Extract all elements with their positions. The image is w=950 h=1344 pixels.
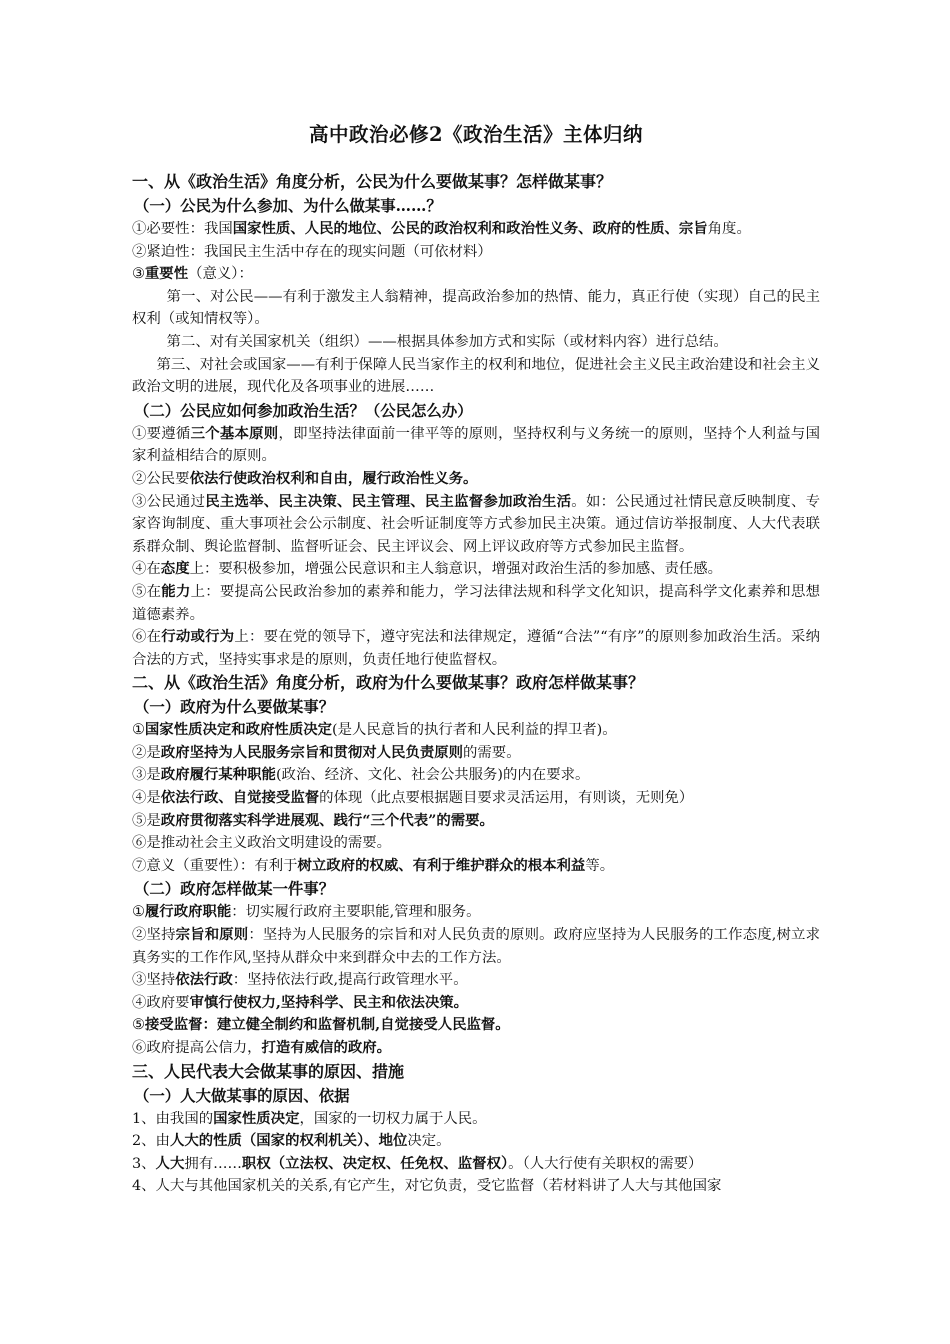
text: ③	[132, 266, 145, 283]
text: 的需要。	[463, 744, 521, 761]
paragraph	[132, 901, 820, 924]
bold-text: 国家性质、人民的地位、公民的政治权利和政治性义务、政府的性质、宗旨	[232, 220, 708, 237]
bold-text: 国家性质决定	[213, 1109, 300, 1127]
text: 。如：公民通过社情民意反映制度、专家咨询制度、重大事项社会公示制度、社会听证制度等方式参加民主决策。通过信访举报制度、人大代表联系群众制、舆论监督制、监督听证会、民主评议会、网上评议政府等方式参加民主监督。	[132, 493, 820, 555]
paragraph	[132, 581, 820, 626]
text: ①必要性：我国	[132, 221, 233, 237]
bold-text: 三个基本原则	[190, 424, 279, 442]
paragraph	[132, 468, 820, 491]
bold-text: 接受监督：建立健全制约和监督机制,自觉接受人民监督。	[144, 1016, 510, 1034]
bold-text: 职权（立法权、决定权、任免权、监督权）	[241, 1154, 509, 1172]
bold-text: 政府贯彻落实科学进展观、践行“三个代表”的需要。	[160, 811, 494, 829]
text: ③是	[132, 767, 161, 784]
paragraph: ⑥是推动社会主义政治文明建设的需要。	[132, 835, 392, 852]
bold-text: 依法行使政治权利和自由，履行政治性义务。	[189, 469, 478, 487]
text: 1、由我国的	[132, 1110, 214, 1127]
section-1-subheading-2: （二）公民应如何参加政治生活？（公民怎么办）	[134, 401, 473, 420]
paragraph	[132, 1130, 820, 1153]
paragraph	[132, 1014, 820, 1037]
text: ②是	[132, 744, 161, 761]
text: ，国家的一切权力属于人民。	[299, 1110, 487, 1127]
bold-text: 政府履行某种职能	[160, 766, 276, 784]
paragraph	[132, 491, 820, 559]
text: ②公民要	[132, 470, 190, 487]
bold-text: 审慎行使权力,坚持科学、民主和依法决策。	[189, 993, 469, 1011]
paragraph	[132, 742, 820, 765]
bold-text: 民主选举、民主决策、民主管理、民主监督参加政治生活	[205, 492, 572, 510]
text: ①	[132, 904, 145, 921]
bold-text: 重要性	[144, 265, 189, 283]
text: 3、	[132, 1155, 156, 1172]
paragraph	[132, 1108, 820, 1131]
text: （意义）：	[188, 266, 253, 283]
text: ⑤	[132, 1017, 145, 1034]
text: ④政府要	[132, 994, 190, 1011]
text: ①要遵循	[132, 425, 191, 442]
text: ：切实履行政府主要职能,管理和服务。	[231, 904, 481, 921]
text: ①	[132, 722, 145, 739]
paragraph	[132, 855, 820, 878]
paragraph	[132, 764, 820, 787]
paragraph	[132, 263, 820, 286]
text: 拥有……	[184, 1155, 242, 1172]
paragraph: 第三、对社会或国家——有利于保障人民当家作主的权利和地位，促进社会主义民主政治建设和社会主义政治文明的进展，现代化及各项事业的进展……	[132, 356, 820, 396]
text: ⑤在	[132, 583, 162, 600]
text: ，即坚持法律面前一律平等的原则，坚持权利与义务统一的原则，坚持个人利益与国家利益相结合的原则。	[132, 425, 820, 465]
section-3-subheading-1: （一）人大做某事的原因、依据	[134, 1086, 350, 1105]
bold-text: 国家性质决定和政府性质决定	[144, 721, 332, 739]
text: 上：要积极参加，增强公民意识和主人翁意识，增强对政治生活的参加感、责任感。	[189, 561, 723, 578]
bold-text: 人大的性质（国家的权利机关）、地位	[169, 1132, 408, 1150]
bold-text: 履行政府职能	[144, 903, 232, 921]
paragraph	[132, 719, 820, 742]
section-2-subheading-2: （二）政府怎样做某一件事？	[134, 880, 335, 899]
text: 上：要在党的领导下，遵守宪法和法律规定，遵循“合法”“有序”的原则参加政治生活。采纳合法的方式，坚持实事求是的原则，负责任地行使监督权。	[132, 629, 820, 668]
text: 的体现（此点要根据题目要求灵活运用，有则谈，无则免）	[319, 790, 694, 807]
text: ：坚持依法行政,提高行政管理水平。	[232, 972, 468, 989]
paragraph	[132, 1153, 820, 1176]
paragraph	[132, 787, 820, 810]
paragraph	[132, 969, 820, 992]
bold-text: 树立政府的权威、有利于维护群众的根本利益	[297, 856, 586, 874]
section-3-heading: 三、人民代表大会做某事的原因、措施	[132, 1061, 405, 1081]
bold-text: 依法行政	[175, 971, 233, 989]
document-title: 高中政治必修2《政治生活》主体归纳	[308, 123, 644, 146]
bold-text: 宗旨和原则	[175, 926, 249, 944]
bold-text: 政府坚持为人民服务宗旨和贯彻对人民负责原则	[160, 743, 464, 761]
text: 等。	[585, 857, 615, 874]
bold-text: 行动或行为	[161, 628, 235, 646]
section-2-subheading-1: （一）政府为什么要做某事？	[134, 698, 335, 717]
paragraph	[132, 810, 820, 833]
text: ②坚持	[132, 927, 176, 944]
bold-text: 人大	[155, 1154, 185, 1172]
bold-text: 依法行政、自觉接受监督	[160, 789, 320, 807]
text: ④在	[132, 561, 161, 578]
paragraph	[132, 626, 820, 671]
paragraph: 4、人大与其他国家机关的关系,有它产生，对它负责，受它监督（若材料讲了人大与其他国家	[132, 1178, 722, 1195]
paragraph: 第二、对有关国家机关（组织）——根据具体参加方式和实际（或材料内容）进行总结。	[166, 333, 728, 350]
text: ⑥在	[132, 629, 162, 646]
section-1-subheading-1: （一）公民为什么参加、为什么做某事……？	[134, 197, 442, 215]
text: 2、由	[132, 1133, 170, 1150]
section-1-heading: 一、从《政治生活》角度分析，公民为什么要做某事？怎样做某事？	[132, 172, 613, 191]
bold-text: 能力	[161, 582, 191, 600]
text: 决定。	[407, 1133, 451, 1150]
text: 。（人大行使有关职权的需要）	[508, 1155, 703, 1172]
text: 角度。	[707, 221, 751, 237]
text: ⑤是	[132, 812, 161, 829]
paragraph	[132, 558, 820, 581]
text: (是人民意旨的执行者和人民利益的捍卫者)。	[332, 722, 617, 739]
paragraph	[132, 992, 820, 1015]
text: ⑦意义（重要性）：有利于	[132, 857, 298, 874]
text: (政治、经济、文化、社会公共服务)的内在要求。	[275, 767, 590, 784]
paragraph: 第一、对公民——有利于激发主人翁精神，提高政治参加的热情、能力，真正行使（实现）自己的民主权利（或知情权等）。	[132, 288, 820, 328]
bold-text: 态度	[160, 560, 190, 578]
paragraph: ②紧迫性：我国民主生活中存在的现实问题（可依材料）	[132, 243, 492, 260]
paragraph	[132, 423, 820, 468]
paragraph	[132, 1037, 820, 1060]
bold-text: 打造有威信的政府。	[261, 1039, 392, 1056]
text: ⑥政府提高公信力，	[132, 1040, 262, 1056]
section-2-heading: 二、从《政治生活》角度分析，政府为什么要做某事？政府怎样做某事？	[132, 673, 645, 693]
paragraph	[132, 218, 820, 241]
text: ④是	[132, 790, 161, 807]
text: 上：要提高公民政治参加的素养和能力，学习法律法规和科学文化知识，提高科学文化素养和思想道德素养。	[132, 583, 820, 623]
text: ：坚持为人民服务的宗旨和对人民负责的原则。政府应坚持为人民服务的工作态度,树立求真务实的工作作风,坚持从群众中来到群众中去的工作方法。	[132, 927, 820, 966]
text: ③坚持	[132, 972, 176, 989]
paragraph	[132, 924, 820, 969]
text: ③公民通过	[132, 493, 206, 510]
